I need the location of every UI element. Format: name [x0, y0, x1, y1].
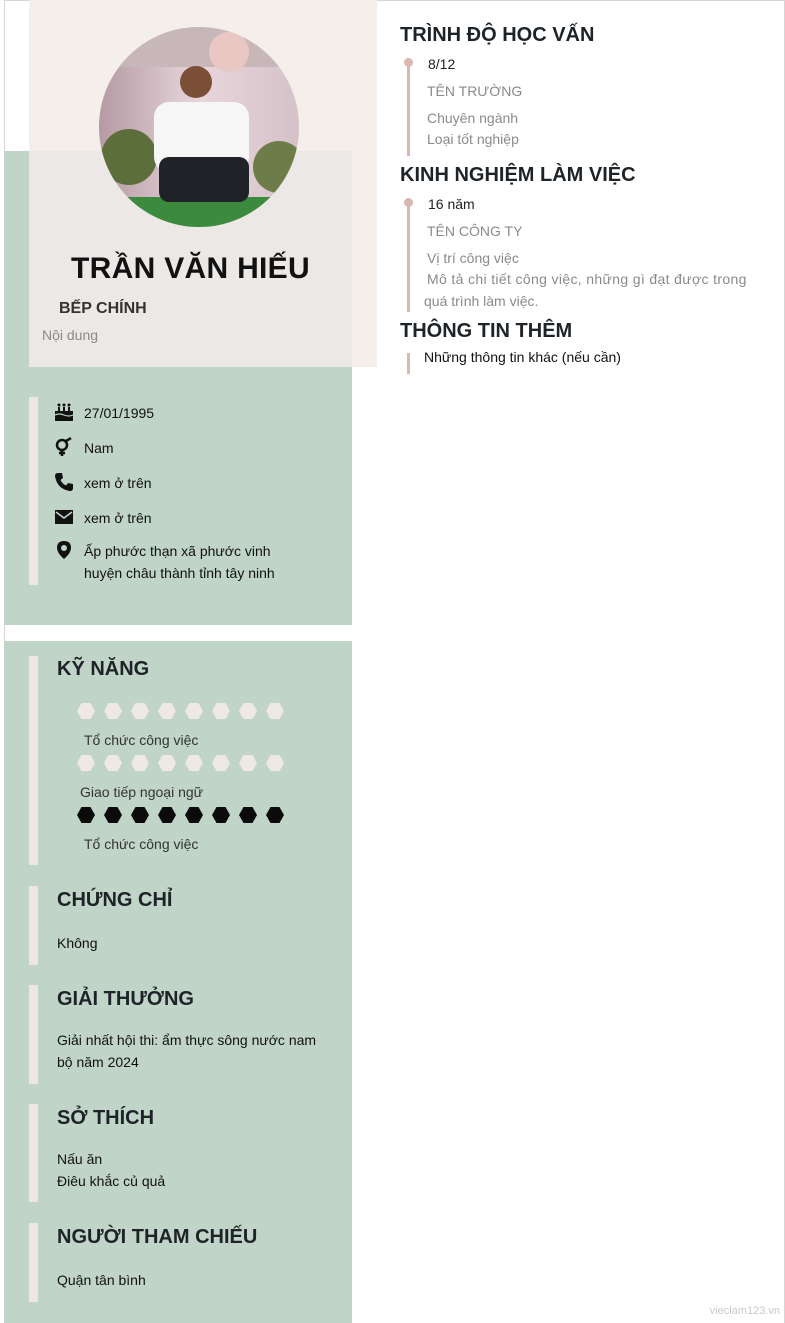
skill-level-hex	[239, 807, 257, 823]
birthday-value: 27/01/1995	[84, 405, 155, 421]
skills-accent-bar	[29, 656, 38, 865]
watermark: vieclam123.vn	[709, 1305, 780, 1317]
education-school: TÊN TRƯỜNG	[427, 83, 523, 99]
additional-text: Những thông tin khác (nếu cần)	[424, 349, 621, 365]
address-line-2: huyện châu thành tỉnh tây ninh	[84, 565, 275, 581]
skill-label-3: Tổ chức công việc	[84, 836, 199, 852]
experience-desc-line-2: quá trình làm việc.	[424, 293, 539, 309]
skill-level-hex	[104, 807, 122, 823]
skill-level-hex	[158, 703, 176, 719]
experience-timeline-line	[407, 198, 410, 312]
gender-row	[54, 437, 114, 459]
skills-title: KỸ NĂNG	[57, 658, 150, 680]
phone-icon	[54, 472, 74, 492]
skill-level-hex	[131, 703, 149, 719]
references-text: Quận tân bình	[57, 1272, 146, 1288]
experience-period: 16 năm	[428, 196, 475, 212]
address-row	[54, 540, 275, 584]
candidate-name: TRẦN VĂN HIẾU	[71, 252, 310, 285]
skill-label-2: Giao tiếp ngoại ngữ	[80, 784, 204, 800]
skill-level-hex	[131, 807, 149, 823]
awards-text: Giải nhất hội thi: ẩm thực sông nước nam bộ năm 2024	[57, 1032, 317, 1070]
skill-level-hex	[77, 703, 95, 719]
skill-rating-2	[77, 755, 284, 771]
summary-text: Nội dung	[42, 327, 99, 343]
hobbies-accent-bar	[29, 1104, 38, 1202]
certificates-text: Không	[57, 935, 98, 951]
skill-level-hex	[77, 807, 95, 823]
skill-label-1: Tổ chức công việc	[84, 732, 199, 748]
awards-title: GIẢI THƯỞNG	[57, 988, 194, 1010]
avatar	[99, 27, 299, 227]
certificates-accent-bar	[29, 886, 38, 965]
skill-level-hex	[266, 807, 284, 823]
references-accent-bar	[29, 1223, 38, 1302]
additional-title: THÔNG TIN THÊM	[400, 320, 573, 342]
skill-level-hex	[77, 755, 95, 771]
skill-level-hex	[131, 755, 149, 771]
hobbies-title: SỞ THÍCH	[57, 1107, 155, 1129]
skill-level-hex	[212, 807, 230, 823]
skill-level-hex	[104, 755, 122, 771]
phone-value: xem ở trên	[84, 475, 152, 491]
skill-level-hex	[185, 703, 203, 719]
location-pin-icon	[54, 540, 74, 560]
cake-icon	[54, 402, 74, 422]
experience-desc-line-1: Mô tả chi tiết công việc, những gì đạt được trong	[427, 271, 747, 287]
contact-accent-bar	[29, 397, 38, 585]
skill-level-hex	[212, 703, 230, 719]
skill-level-hex	[266, 703, 284, 719]
skill-rating-3	[77, 807, 284, 823]
education-timeline-dot	[404, 58, 413, 67]
experience-position: Vị trí công việc	[427, 250, 519, 266]
experience-title: KINH NGHIỆM LÀM VIỆC	[400, 164, 636, 186]
education-major: Chuyên ngành	[427, 110, 519, 126]
additional-accent-line	[407, 353, 410, 374]
mail-icon	[54, 507, 74, 527]
awards-accent-bar	[29, 985, 38, 1084]
experience-company: TÊN CÔNG TY	[427, 223, 523, 239]
skill-level-hex	[158, 807, 176, 823]
education-period: 8/12	[428, 56, 456, 72]
email-value: xem ở trên	[84, 510, 152, 526]
references-title: NGƯỜI THAM CHIẾU	[57, 1226, 258, 1248]
hobbies-text	[57, 1148, 332, 1192]
gender-value: Nam	[84, 440, 114, 456]
skill-level-hex	[239, 703, 257, 719]
skill-rating-1	[77, 703, 284, 719]
skill-level-hex	[266, 755, 284, 771]
address-line-1: Ấp phước thạn xã phước vinh	[84, 543, 271, 559]
skill-level-hex	[212, 755, 230, 771]
phone-row	[54, 472, 152, 494]
gender-icon	[54, 437, 74, 457]
skill-level-hex	[104, 703, 122, 719]
hobby-item: Điêu khắc củ quả	[57, 1173, 166, 1189]
address-text	[84, 540, 275, 584]
job-title: BẾP CHÍNH	[59, 300, 147, 317]
hobby-item: Nấu ăn	[57, 1151, 103, 1167]
email-row	[54, 507, 152, 529]
skill-level-hex	[158, 755, 176, 771]
skill-level-hex	[239, 755, 257, 771]
skill-level-hex	[185, 807, 203, 823]
birthday-row	[54, 402, 154, 424]
education-title: TRÌNH ĐỘ HỌC VẤN	[400, 24, 595, 46]
education-grade: Loại tốt nghiệp	[427, 131, 519, 147]
certificates-title: CHỨNG CHỈ	[57, 889, 173, 911]
skill-level-hex	[185, 755, 203, 771]
education-timeline-line	[407, 58, 410, 156]
experience-timeline-dot	[404, 198, 413, 207]
